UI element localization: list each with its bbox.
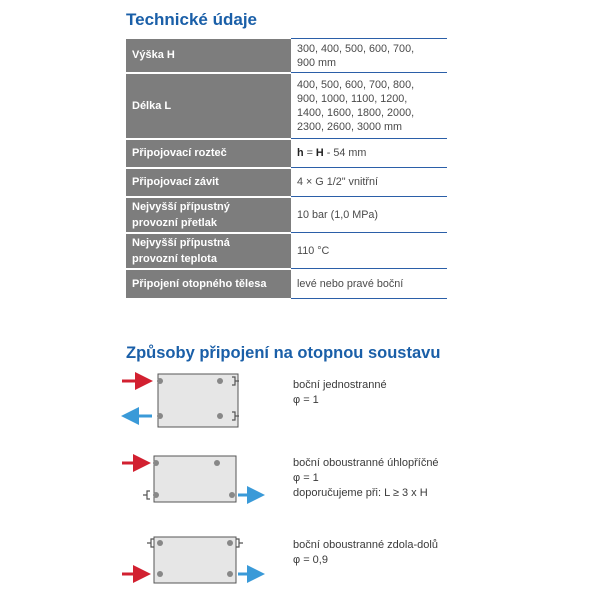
row-label: Připojovací rozteč [126, 139, 291, 168]
radiator-panel [158, 374, 238, 427]
connection-port [217, 378, 223, 384]
table-row [126, 197, 447, 233]
connection-port [214, 460, 220, 466]
row-label: Připojení otopného tělesa [126, 269, 291, 299]
table-row [126, 269, 447, 299]
diagonal-connection-diagram [120, 453, 270, 513]
connection-caption-1 [293, 378, 387, 408]
connection-caption-2 [293, 456, 439, 501]
plug-icon [143, 491, 150, 499]
one-sided-connection-diagram [120, 371, 270, 431]
row-value: levé nebo pravé boční [291, 269, 447, 299]
row-value: h = H - 54 mm [291, 139, 447, 168]
caption-line: φ = 0,9 [293, 554, 328, 566]
bottom-bottom-connection-diagram [120, 531, 270, 591]
caption-line: boční oboustranné úhlopříčné [293, 457, 439, 469]
caption-line: boční oboustranné zdola-dolů [293, 539, 438, 551]
connection-caption-3 [293, 538, 438, 568]
table-row [126, 139, 447, 168]
row-value: 10 bar (1,0 MPa) [291, 197, 447, 233]
row-label: Výška H [126, 39, 291, 73]
caption-line: boční jednostranné [293, 379, 387, 391]
row-value: 400, 500, 600, 700, 800, 900, 1000, 1100, 1200, 1400, 1600, 1800, 2000, 2300, 2600, 3000 mm [291, 73, 447, 139]
caption-line: doporučujeme při: L ≥ 3 x H [293, 487, 428, 499]
connection-port [157, 378, 163, 384]
row-value: 4 × G 1/2" vnitřní [291, 168, 447, 197]
connection-port [229, 492, 235, 498]
table-row [126, 73, 447, 139]
row-label: Připojovací závit [126, 168, 291, 197]
radiator-panel [154, 456, 236, 502]
caption-line: φ = 1 [293, 394, 319, 406]
row-label: Délka L [126, 73, 291, 139]
technical-data-table [126, 38, 447, 300]
connection-port [157, 540, 163, 546]
row-value: 300, 400, 500, 600, 700, 900 mm [291, 39, 447, 73]
connection-port [157, 413, 163, 419]
row-value: 110 °C [291, 233, 447, 269]
connection-port [153, 492, 159, 498]
connection-port [217, 413, 223, 419]
row-label: Nejvyšší přípustná provozní teplota [126, 233, 291, 269]
connection-port [153, 460, 159, 466]
table-row [126, 39, 447, 73]
table-row [126, 233, 447, 269]
connection-port [227, 540, 233, 546]
caption-line: φ = 1 [293, 472, 319, 484]
plug-icon [236, 539, 243, 547]
section-title-technical-data: Technické údaje [126, 10, 258, 29]
plug-icon [147, 539, 154, 547]
connection-port [227, 571, 233, 577]
table-row [126, 168, 447, 197]
connection-port [157, 571, 163, 577]
row-label: Nejvyšší přípustný provozní přetlak [126, 197, 291, 233]
radiator-panel [154, 537, 236, 583]
section-title-connection-methods: Způsoby připojení na otopnou soustavu [126, 344, 441, 362]
